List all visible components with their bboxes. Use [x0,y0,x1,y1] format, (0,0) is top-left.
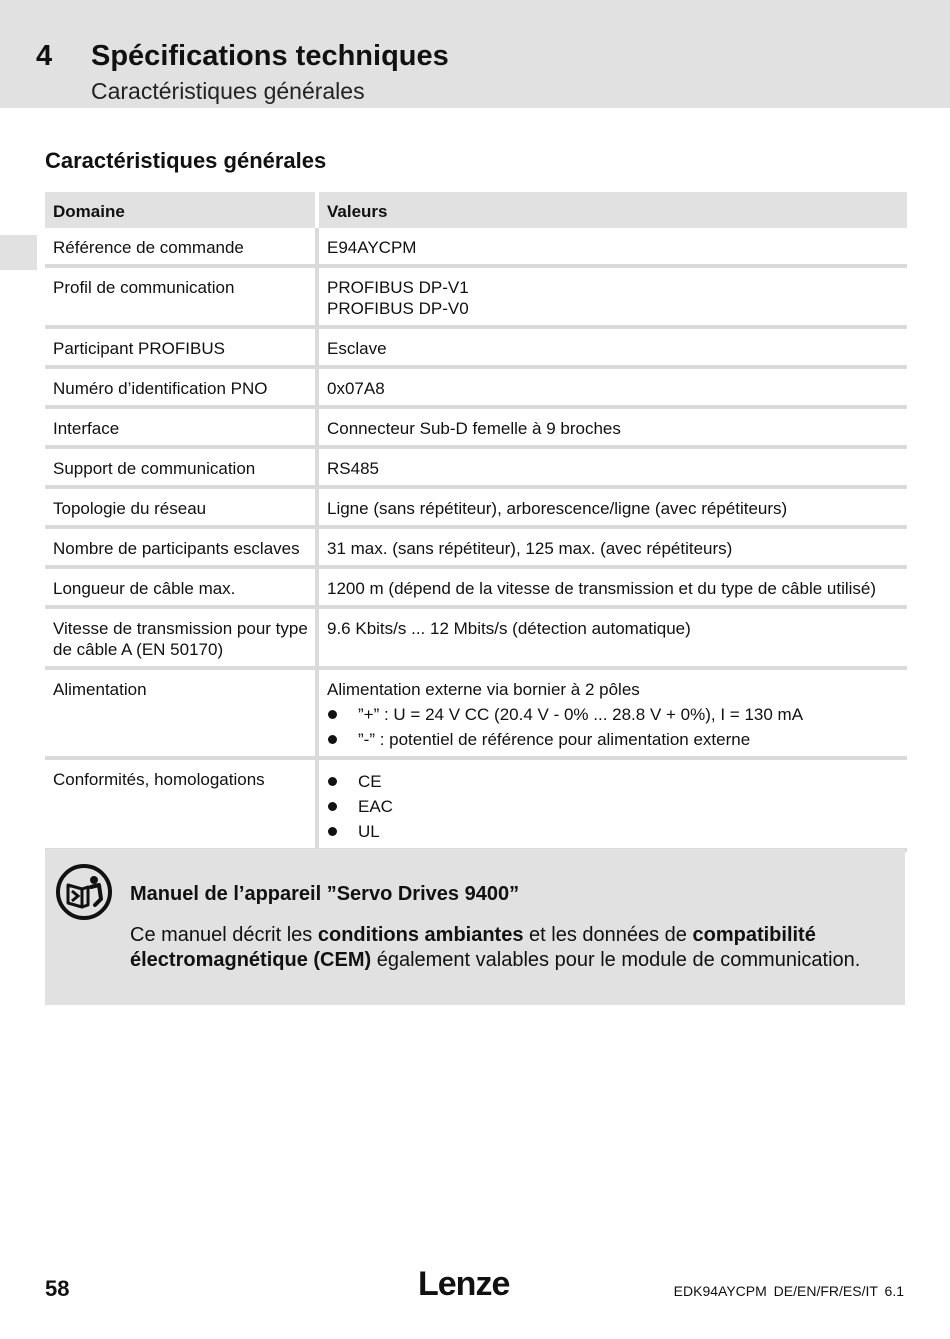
value-line: PROFIBUS DP-V0 [327,299,469,318]
value-line: Alimentation externe via bornier à 2 pôles [327,680,640,699]
column-header-domain: Domaine [45,192,317,228]
note-emphasis: compatibilité électromagnétique (CEM) [130,924,816,971]
list-item: ”+” : U = 24 V CC (20.4 V - 0% ... 28.8 V + 0%), I = 130 mA [327,704,903,725]
value-line: PROFIBUS DP-V1 [327,278,469,297]
table-header-row [45,192,907,228]
page-number: 58 [45,1276,70,1301]
row-label: Référence de commande [45,228,317,266]
list-item: CE [327,771,903,792]
table-row [45,266,907,327]
note-text: et les données de [523,924,693,946]
table-row [45,367,907,407]
row-value [317,668,907,758]
row-label: Alimentation [45,668,317,758]
specifications-table [45,192,907,852]
bullet-list [327,771,903,842]
note-text: Ce manuel décrit les [130,924,318,946]
section-title: Caractéristiques générales [45,148,327,173]
row-label: Conformités, homologations [45,758,317,850]
row-value: 0x07A8 [317,367,907,407]
row-value [317,266,907,327]
note-body [130,923,875,973]
row-label: Vitesse de transmission pour type de câble A (EN 50170) [45,607,317,668]
row-value: Esclave [317,327,907,367]
table-row [45,527,907,567]
row-value [317,758,907,850]
bullet-list [327,704,903,750]
row-value: 9.6 Kbits/s ... 12 Mbits/s (détection automatique) [317,607,907,668]
list-item: UL [327,821,903,842]
row-label: Participant PROFIBUS [45,327,317,367]
chapter-subtitle: Caractéristiques générales [91,78,365,104]
column-header-values: Valeurs [317,192,907,228]
note-title: Manuel de l’appareil ”Servo Drives 9400” [130,883,520,905]
note-text: également valables pour le module de communication. [371,949,861,971]
row-label: Topologie du réseau [45,487,317,527]
row-label: Interface [45,407,317,447]
note-box [45,849,905,1005]
note-emphasis: conditions ambiantes [317,924,524,946]
chapter-title: Spécifications techniques [91,40,449,72]
table-row [45,567,907,607]
table-row [45,607,907,668]
row-value: Ligne (sans répétiteur), arborescence/ligne (avec répétiteurs) [317,487,907,527]
table-row [45,407,907,447]
table-row [45,447,907,487]
list-item: EAC [327,796,903,817]
table-row [45,758,907,850]
row-label: Nombre de participants esclaves [45,527,317,567]
row-label: Profil de communication [45,266,317,327]
chapter-number: 4 [36,40,53,72]
row-value: E94AYCPM [317,228,907,266]
table-row [45,668,907,758]
table-row [45,327,907,367]
side-marker-tab [0,235,37,270]
manual-reference-icon [55,863,113,921]
row-value: 31 max. (sans répétiteur), 125 max. (avec répétiteurs) [317,527,907,567]
row-value: Connecteur Sub-D femelle à 9 broches [317,407,907,447]
list-item: ”-” : potentiel de référence pour alimentation externe [327,729,903,750]
lenze-logo: Lenze [418,1265,510,1303]
document-id: EDK94AYCPM DE/EN/FR/ES/IT 6.1 [673,1283,904,1299]
row-label: Longueur de câble max. [45,567,317,607]
row-value: RS485 [317,447,907,487]
row-label: Numéro d’identification PNO [45,367,317,407]
row-value: 1200 m (dépend de la vitesse de transmission et du type de câble utilisé) [317,567,907,607]
table-row [45,487,907,527]
table-row [45,228,907,266]
row-label: Support de communication [45,447,317,487]
